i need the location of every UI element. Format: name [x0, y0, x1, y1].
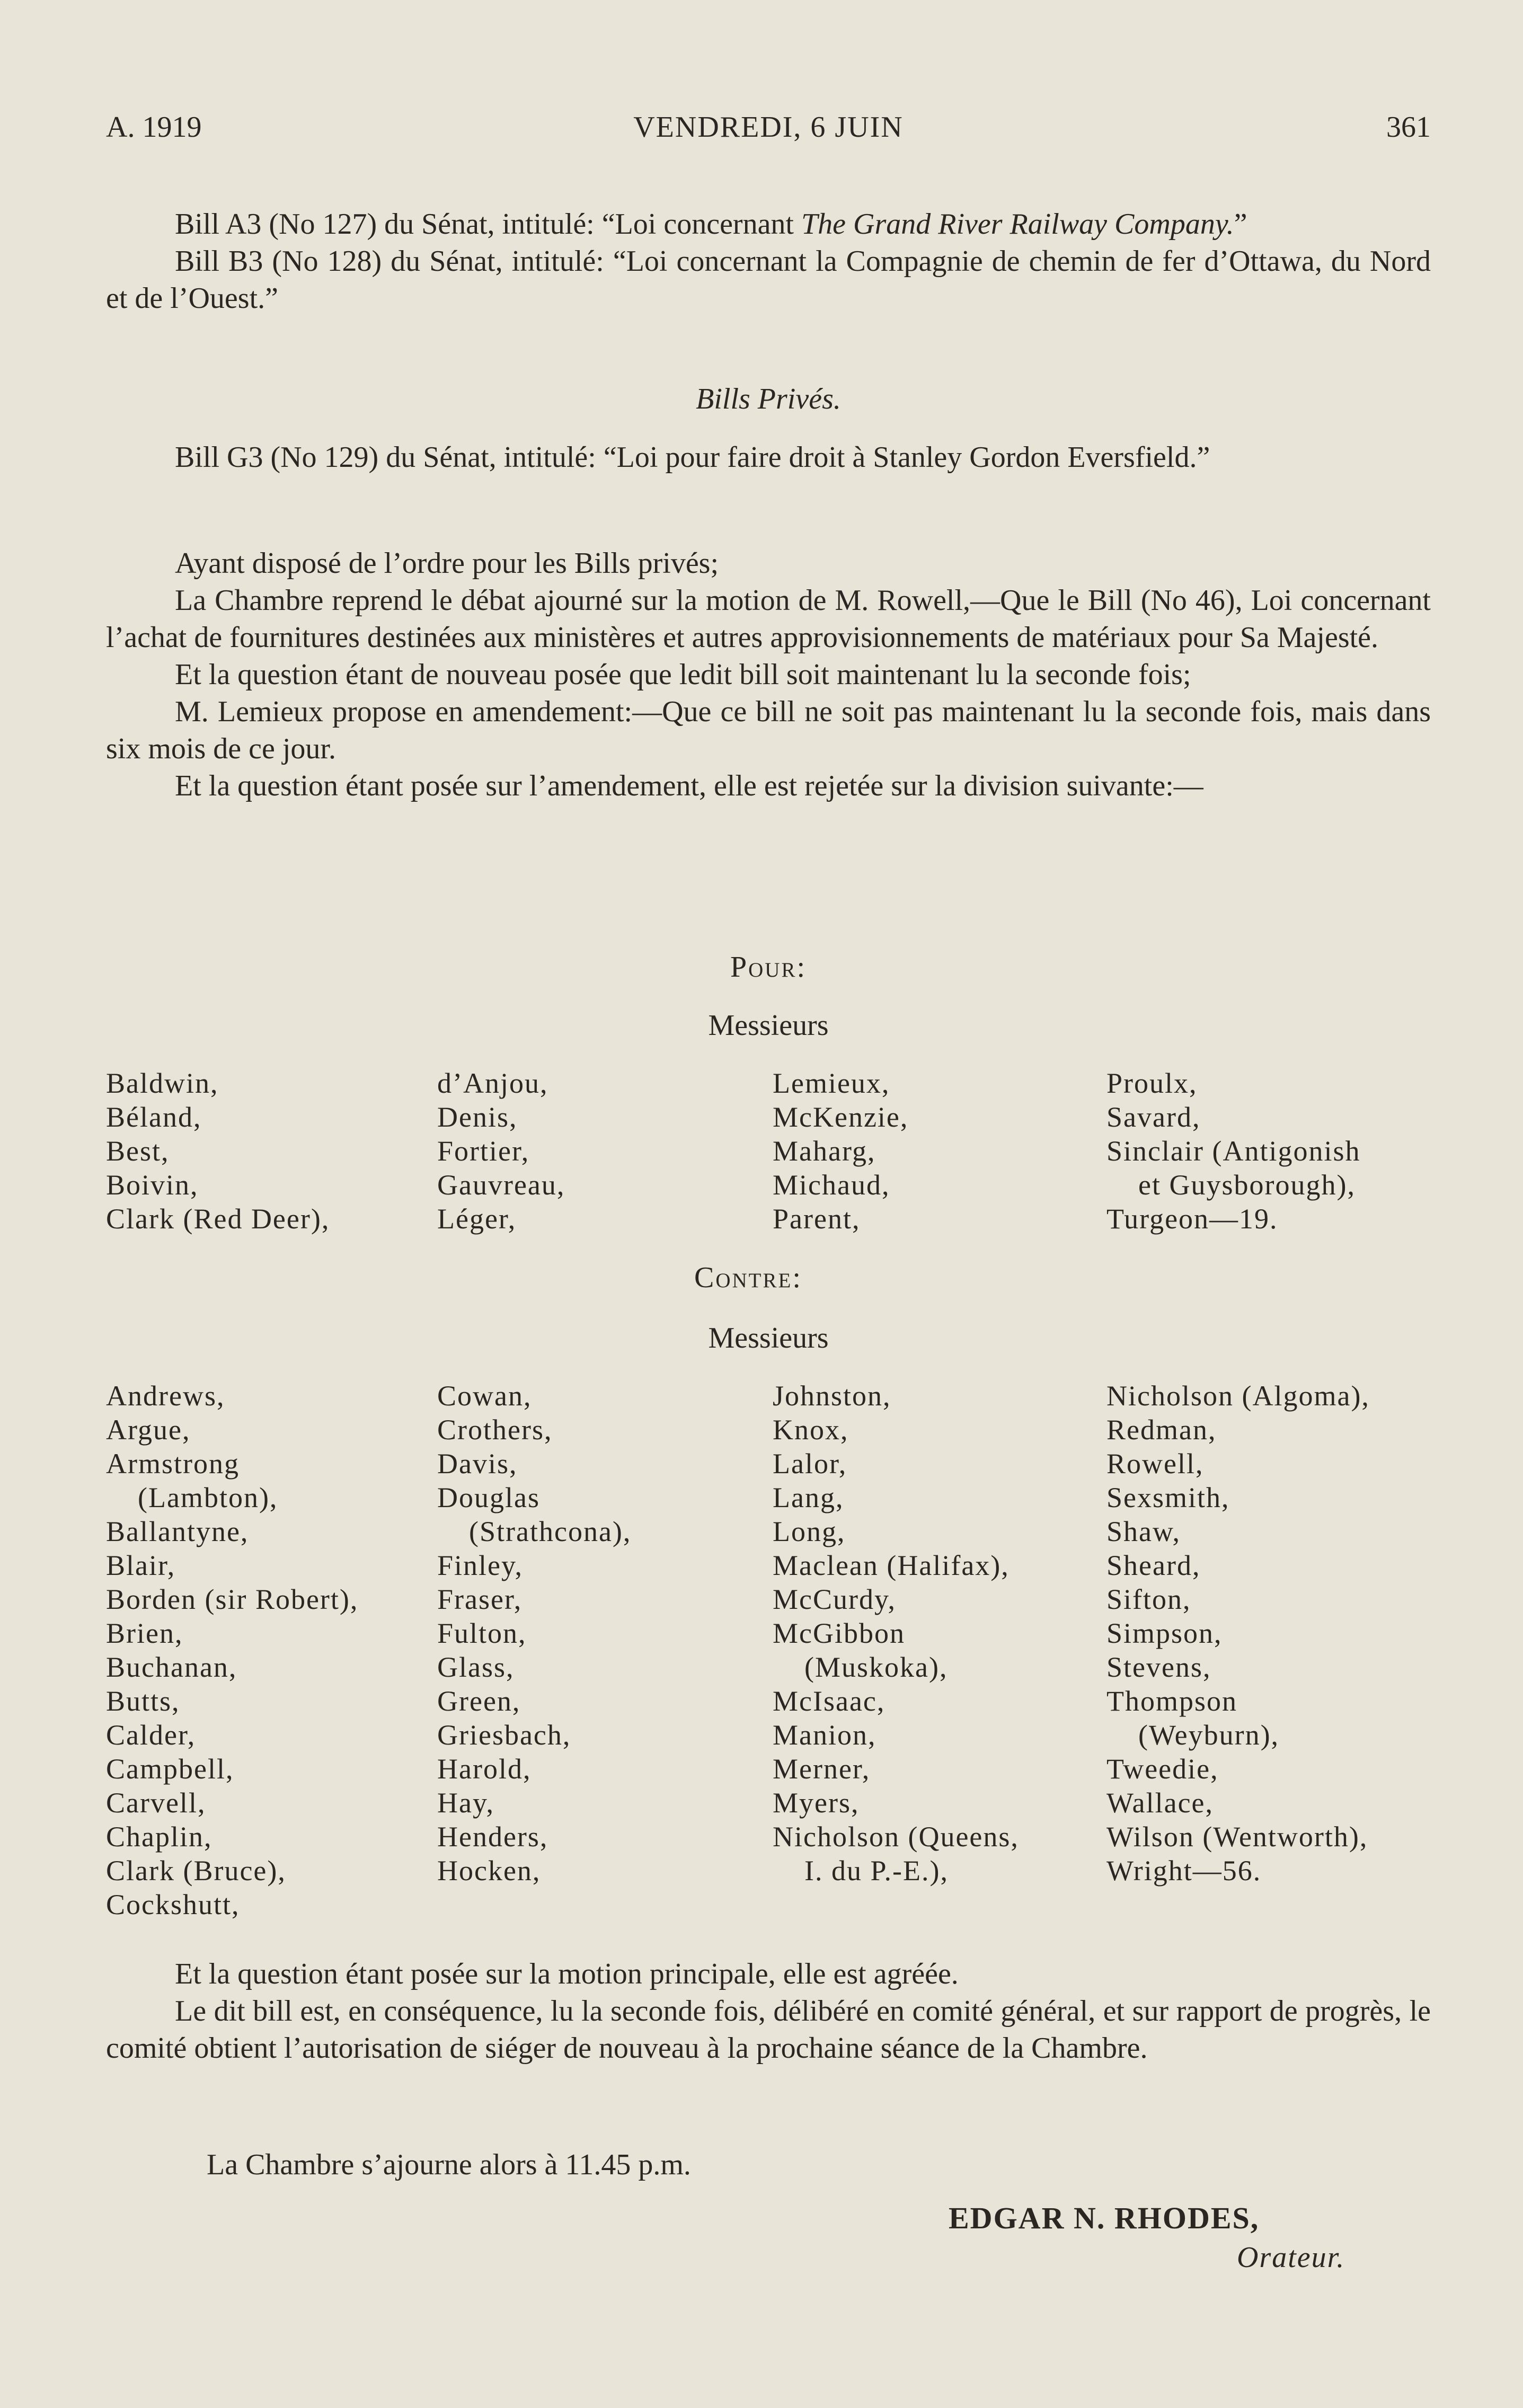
- list-item: Best,: [106, 1135, 170, 1167]
- bill-g3-section: [106, 439, 1431, 476]
- list-item: Armstrong: [106, 1448, 240, 1480]
- list-item: Fulton,: [437, 1617, 527, 1649]
- contre-column-3: [773, 1379, 1019, 1888]
- list-item: Butts,: [106, 1685, 180, 1717]
- paragraph: Et la question étant posée sur l’amendement, elle est rejetée sur la division suivante:—: [175, 769, 1203, 802]
- list-item: Green,: [437, 1685, 521, 1717]
- header-page-number: 361: [1386, 111, 1431, 144]
- list-item: Fraser,: [437, 1583, 523, 1615]
- pour-column-4: [1106, 1066, 1360, 1236]
- pour-column-1: [106, 1066, 330, 1236]
- list-item: Long,: [773, 1516, 846, 1547]
- paragraph: Et la question étant de nouveau posée que ledit bill soit maintenant lu la seconde fois;: [175, 658, 1191, 691]
- list-item: Thompson: [1106, 1685, 1238, 1717]
- list-item: Stevens,: [1106, 1651, 1211, 1683]
- list-item: Wright—56.: [1106, 1855, 1262, 1887]
- list-item: d’Anjou,: [437, 1067, 548, 1099]
- list-item: Wallace,: [1106, 1787, 1214, 1819]
- pour-column-2: [437, 1066, 565, 1236]
- contre-names: [106, 1379, 1441, 1925]
- list-item: Sifton,: [1106, 1583, 1191, 1615]
- contre-column-1: [106, 1379, 358, 1922]
- list-item: Baldwin,: [106, 1067, 219, 1099]
- contre-heading: [106, 1259, 1431, 1296]
- senate-bills-section: [106, 206, 1431, 317]
- list-item: Denis,: [437, 1101, 518, 1133]
- pour-messieurs: Messieurs: [708, 1009, 829, 1042]
- list-item: Manion,: [773, 1719, 876, 1751]
- header-date: VENDREDI, 6 JUIN: [633, 111, 904, 144]
- list-item: Nicholson (Queens,: [773, 1821, 1019, 1853]
- list-item: Fortier,: [437, 1135, 530, 1167]
- list-item: Crothers,: [437, 1414, 553, 1446]
- list-item: Brien,: [106, 1617, 183, 1649]
- list-item: Nicholson (Algoma),: [1106, 1380, 1370, 1412]
- list-item: Henders,: [437, 1821, 548, 1853]
- bill-a3-paragraph: Bill A3 (No 127) du Sénat, intitulé: “Loi concernant The Grand River Railway Company.”: [175, 208, 1247, 241]
- bill-b3-paragraph: Bill B3 (No 128) du Sénat, intitulé: “Loi concernant la Compagnie de chemin de fer d’Ottawa, du Nord et de l’Ouest.”: [106, 245, 1431, 315]
- list-item: Andrews,: [106, 1380, 225, 1412]
- list-item: Léger,: [437, 1203, 517, 1235]
- pour-names: [106, 1066, 1441, 1241]
- list-item: Hay,: [437, 1787, 494, 1819]
- list-item: et Guysborough),: [1138, 1169, 1356, 1201]
- debate-section: [106, 545, 1431, 804]
- paragraph: La Chambre reprend le débat ajourné sur la motion de M. Rowell,—Que le Bill (No 46), Loi concernant l’achat de fournitures destinées aux ministères et autres approvisionnements de matériaux pour Sa Majesté.: [106, 584, 1431, 654]
- list-item: (Strathcona),: [469, 1516, 632, 1547]
- list-item: Carvell,: [106, 1787, 206, 1819]
- list-item: Sexsmith,: [1106, 1482, 1230, 1513]
- list-item: Merner,: [773, 1753, 871, 1785]
- list-item: Knox,: [773, 1414, 849, 1446]
- list-item: Boivin,: [106, 1169, 199, 1201]
- paragraph: Ayant disposé de l’ordre pour les Bills privés;: [175, 547, 719, 580]
- list-item: Maharg,: [773, 1135, 876, 1167]
- section-title: Bills Privés.: [696, 383, 841, 415]
- list-item: Savard,: [1106, 1101, 1201, 1133]
- paragraph: Le dit bill est, en conséquence, lu la seconde fois, délibéré en comité général, et sur rapport de progrès, le comité obtient l’autorisation de siéger de nouveau à la prochaine séance de la Chambre.: [106, 1995, 1431, 2065]
- list-item: Clark (Red Deer),: [106, 1203, 330, 1235]
- list-item: Lemieux,: [773, 1067, 890, 1099]
- contre-title: Contre:: [694, 1261, 802, 1294]
- list-item: Johnston,: [773, 1380, 891, 1412]
- list-item: Rowell,: [1106, 1448, 1204, 1480]
- list-item: McKenzie,: [773, 1101, 909, 1133]
- bill-g3-paragraph: Bill G3 (No 129) du Sénat, intitulé: “Loi pour faire droit à Stanley Gordon Eversfield.”: [175, 441, 1210, 474]
- list-item: Borden (sir Robert),: [106, 1583, 359, 1615]
- list-item: McGibbon: [773, 1617, 905, 1649]
- list-item: Sheard,: [1106, 1550, 1201, 1581]
- contre-column-2: [437, 1379, 631, 1888]
- list-item: Buchanan,: [106, 1651, 237, 1683]
- pour-title: Pour:: [730, 951, 807, 984]
- list-item: Campbell,: [106, 1753, 234, 1785]
- contre-messieurs: Messieurs: [708, 1322, 829, 1354]
- private-bills-heading: [106, 380, 1431, 418]
- list-item: Davis,: [437, 1448, 518, 1480]
- list-item: Shaw,: [1106, 1516, 1181, 1547]
- list-item: Parent,: [773, 1203, 861, 1235]
- list-item: I. du P.-E.),: [804, 1855, 949, 1887]
- adjourn-line: La Chambre s’ajourne alors à 11.45 p.m.: [207, 2148, 691, 2181]
- list-item: Turgeon—19.: [1106, 1203, 1278, 1235]
- list-item: Redman,: [1106, 1414, 1217, 1446]
- list-item: Béland,: [106, 1101, 202, 1133]
- header-year: A. 1919: [106, 111, 202, 144]
- list-item: Hocken,: [437, 1855, 541, 1887]
- paragraph: M. Lemieux propose en amendement:—Que ce bill ne soit pas maintenant lu la seconde fois, mais dans six mois de ce jour.: [106, 695, 1431, 765]
- paragraph: Et la question étant posée sur la motion principale, elle est agréée.: [175, 1958, 959, 1990]
- list-item: Griesbach,: [437, 1719, 571, 1751]
- list-item: Clark (Bruce),: [106, 1855, 286, 1887]
- list-item: Ballantyne,: [106, 1516, 249, 1547]
- list-item: (Weyburn),: [1138, 1719, 1280, 1751]
- list-item: McCurdy,: [773, 1583, 896, 1615]
- list-item: Douglas: [437, 1482, 540, 1513]
- list-item: Cowan,: [437, 1380, 532, 1412]
- conclusion-section: [106, 1955, 1431, 2067]
- pour-column-3: [773, 1066, 908, 1236]
- list-item: Chaplin,: [106, 1821, 212, 1853]
- list-item: Glass,: [437, 1651, 515, 1683]
- list-item: Proulx,: [1106, 1067, 1198, 1099]
- list-item: Michaud,: [773, 1169, 890, 1201]
- list-item: Simpson,: [1106, 1617, 1223, 1649]
- list-item: Sinclair (Antigonish: [1106, 1135, 1361, 1167]
- list-item: Blair,: [106, 1550, 176, 1581]
- list-item: (Lambton),: [138, 1482, 278, 1513]
- list-item: Wilson (Wentworth),: [1106, 1821, 1368, 1853]
- list-item: Maclean (Halifax),: [773, 1550, 1010, 1581]
- page-header: [106, 110, 1431, 153]
- list-item: Myers,: [773, 1787, 860, 1819]
- signature-name: EDGAR N. RHODES,: [949, 2201, 1260, 2235]
- adjourn-section: [106, 2146, 1431, 2183]
- list-item: Argue,: [106, 1414, 191, 1446]
- signature-title: Orateur.: [1237, 2241, 1345, 2274]
- list-item: Finley,: [437, 1550, 523, 1581]
- list-item: McIsaac,: [773, 1685, 886, 1717]
- list-item: Harold,: [437, 1753, 532, 1785]
- list-item: Tweedie,: [1106, 1753, 1219, 1785]
- list-item: Lalor,: [773, 1448, 847, 1480]
- pour-heading: [106, 949, 1431, 986]
- list-item: Calder,: [106, 1719, 196, 1751]
- list-item: Gauvreau,: [437, 1169, 565, 1201]
- contre-column-4: [1106, 1379, 1370, 1888]
- list-item: Cockshutt,: [106, 1889, 240, 1920]
- list-item: (Muskoka),: [804, 1651, 948, 1683]
- list-item: Lang,: [773, 1482, 844, 1513]
